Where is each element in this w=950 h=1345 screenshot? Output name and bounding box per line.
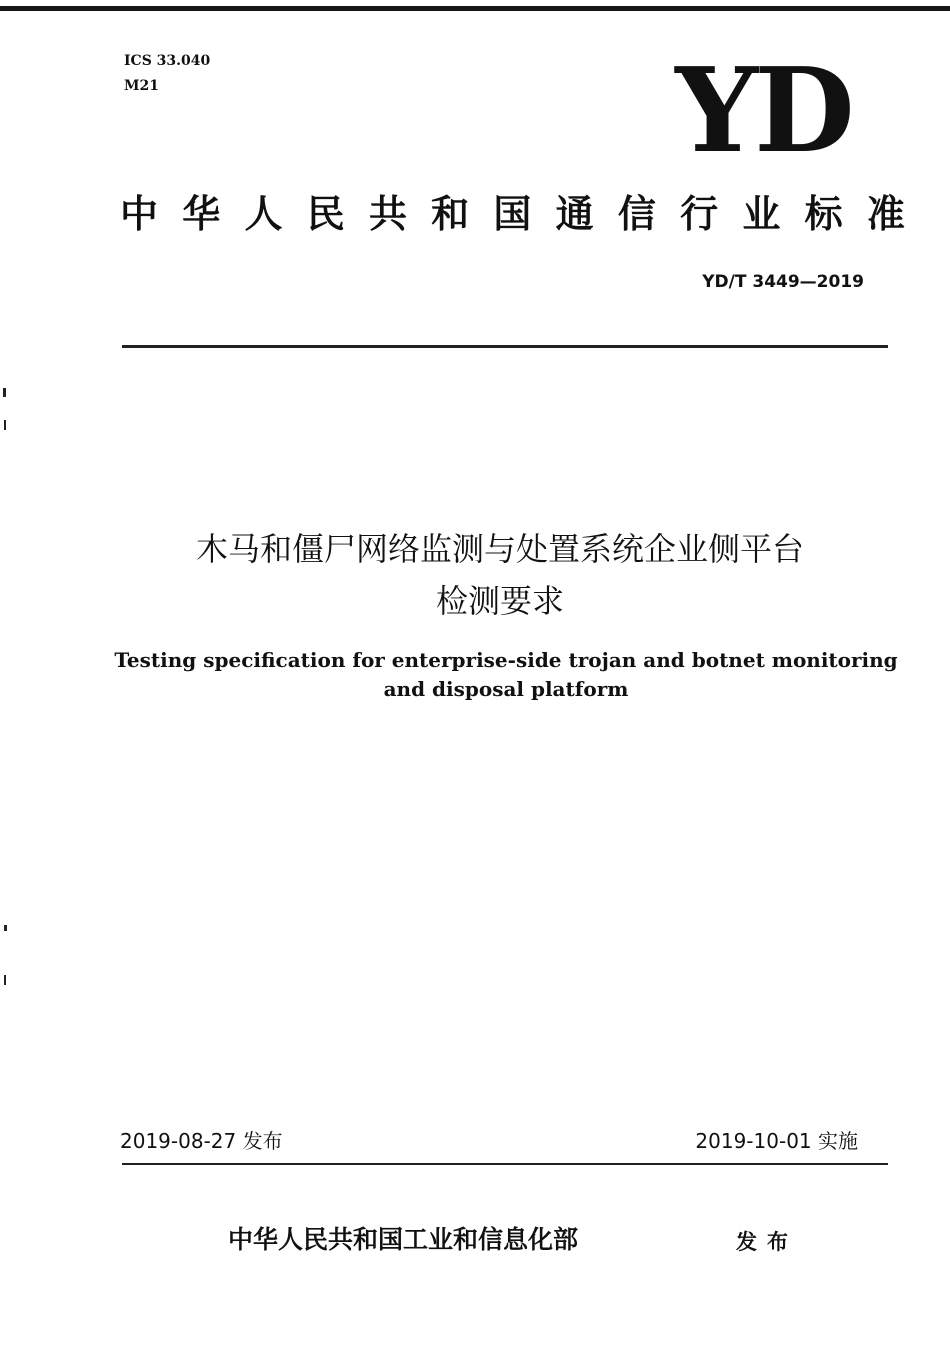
publish-date: 2019-08-27 发布 bbox=[120, 1129, 283, 1153]
banner-char: 业 bbox=[742, 192, 781, 236]
banner-char: 信 bbox=[617, 192, 656, 236]
issue-verb: 发布 bbox=[736, 1229, 798, 1254]
banner-char: 共 bbox=[368, 192, 407, 236]
banner-char: 行 bbox=[680, 192, 719, 236]
ics-code: ICS 33.040 bbox=[124, 53, 211, 69]
banner-char: 准 bbox=[866, 192, 905, 236]
title-en-line1: Testing specification for enterprise-side trojan and botnet monitoring bbox=[114, 648, 898, 672]
banner-char: 国 bbox=[493, 192, 532, 236]
banner-char: 中 bbox=[120, 192, 159, 236]
top-border-rule bbox=[0, 6, 950, 11]
issuing-authority: 中华人民共和国工业和信息化部 bbox=[228, 1225, 579, 1254]
title-en-line2: and disposal platform bbox=[383, 677, 629, 701]
banner-char: 通 bbox=[555, 192, 594, 236]
standard-number: YD/T 3449—2019 bbox=[702, 272, 864, 292]
banner-char: 民 bbox=[306, 192, 345, 236]
scan-speck bbox=[4, 975, 6, 985]
yd-logo: YD bbox=[675, 43, 851, 179]
scan-speck bbox=[3, 388, 6, 397]
banner-char: 标 bbox=[804, 192, 843, 236]
title-zh-line1: 木马和僵尸网络监测与处置系统企业侧平台 bbox=[195, 530, 804, 568]
banner-char: 和 bbox=[431, 192, 470, 236]
footer-divider bbox=[122, 1163, 888, 1165]
standard-type-banner bbox=[120, 190, 905, 238]
banner-char: 华 bbox=[182, 192, 221, 236]
title-zh-line2: 检测要求 bbox=[435, 582, 564, 620]
scan-speck bbox=[4, 420, 6, 430]
banner-char: 人 bbox=[244, 192, 283, 236]
classification-code: M21 bbox=[124, 78, 159, 94]
effective-date: 2019-10-01 实施 bbox=[695, 1129, 858, 1153]
scan-speck bbox=[4, 925, 7, 931]
header-divider bbox=[122, 345, 888, 348]
